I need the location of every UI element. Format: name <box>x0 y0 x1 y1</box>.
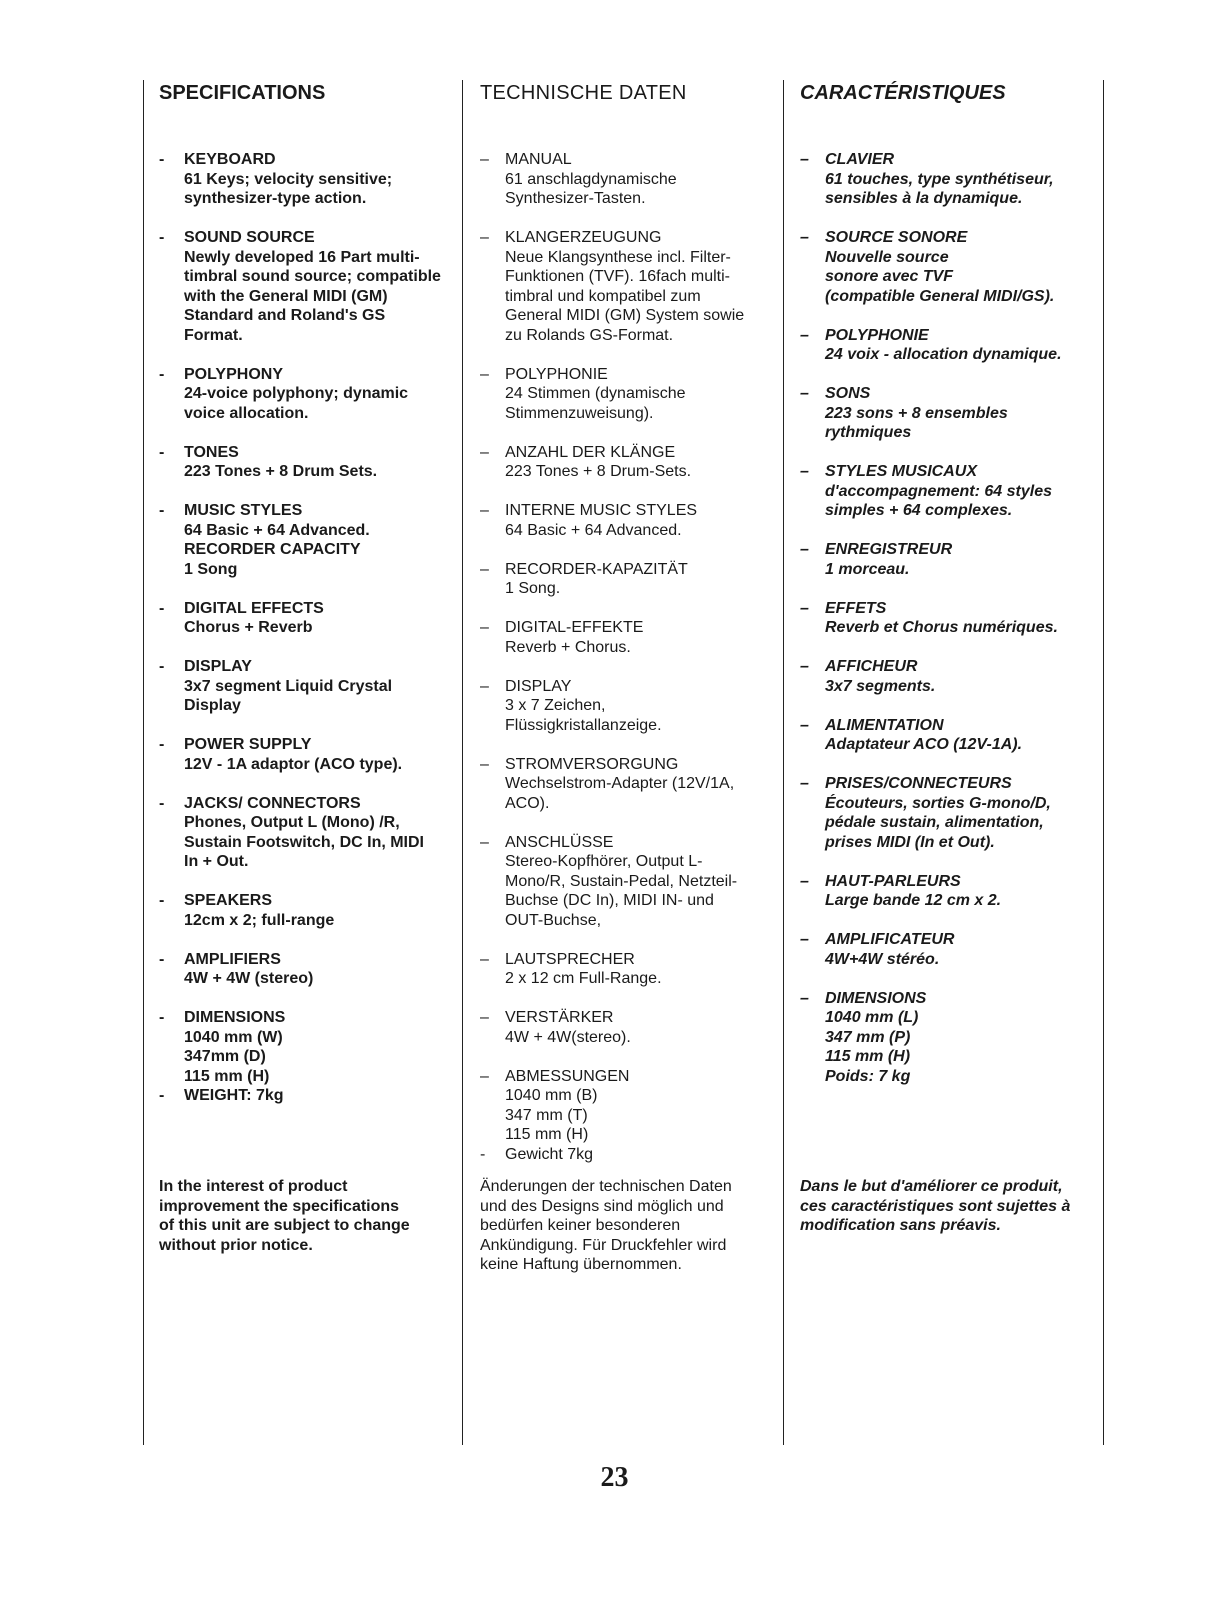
spec-item <box>159 501 451 579</box>
notice-line: ces caractéristiques sont sujettes à <box>800 1197 1071 1215</box>
spec-text-line: ACO). <box>505 794 550 812</box>
spec-text-line: timbral und kompatibel zum <box>505 287 701 305</box>
spec-heading: ALIMENTATION <box>825 716 944 734</box>
spec-text-line: voice allocation. <box>184 404 309 422</box>
column-english <box>159 80 451 1125</box>
spec-text-line: 223 Tones + 8 Drum Sets. <box>184 463 378 480</box>
spec-heading: DIMENSIONS <box>184 1009 286 1026</box>
column-rule-left <box>143 80 144 1445</box>
spec-text-line: d'accompagnement: 64 styles <box>825 482 1052 500</box>
spec-text-line: 1040 mm (B) <box>505 1087 598 1104</box>
column-rule-middle-left <box>462 80 463 1445</box>
bullet-dash: – <box>800 872 809 890</box>
change-notice-english <box>159 1177 410 1255</box>
column-german <box>480 80 772 1184</box>
spec-item <box>159 365 451 424</box>
spec-text-line: 3x7 segment Liquid Crystal <box>184 677 393 695</box>
spec-text-line: 1 Song. <box>505 580 561 597</box>
spec-heading: WEIGHT: 7kg <box>184 1087 284 1104</box>
spec-item <box>480 833 772 931</box>
spec-item <box>159 599 451 638</box>
spec-item <box>480 501 772 540</box>
spec-heading: DIMENSIONS <box>825 989 927 1007</box>
spec-heading: DISPLAY <box>184 658 252 675</box>
spec-text-line: 223 Tones + 8 Drum-Sets. <box>505 463 692 480</box>
spec-text-line: Nouvelle source <box>825 248 949 266</box>
spec-heading: POLYPHONIE <box>505 365 608 383</box>
notice-line: Dans le but d'améliorer ce produit, <box>800 1178 1063 1195</box>
spec-text-line: Standard and Roland's GS <box>184 307 386 324</box>
spec-text-line: Reverb + Chorus. <box>505 638 631 656</box>
bullet-dash: – <box>800 541 809 558</box>
spec-text-line: 347 mm (T) <box>505 1106 588 1124</box>
spec-item <box>800 774 1100 852</box>
spec-text-line: 115 mm (H) <box>184 1067 270 1085</box>
spec-text-line: 1 morceau. <box>825 560 910 578</box>
spec-text-line: Poids: 7 kg <box>825 1067 911 1085</box>
spec-item <box>800 326 1100 365</box>
spec-item <box>800 599 1100 638</box>
spec-text-line: 115 mm (H) <box>825 1048 911 1065</box>
spec-item <box>800 462 1100 521</box>
spec-item <box>480 228 772 345</box>
spec-item <box>159 443 451 482</box>
bullet-dash: - <box>159 365 165 383</box>
spec-item <box>159 1008 451 1086</box>
spec-text-line: RECORDER CAPACITY <box>184 541 361 558</box>
spec-text-line: 1040 mm (W) <box>184 1028 283 1046</box>
bullet-dash: – <box>480 560 489 578</box>
spec-heading: KLANGERZEUGUNG <box>505 229 662 246</box>
bullet-dash: – <box>480 1009 489 1026</box>
spec-text-line: Buchse (DC In), MIDI IN- und <box>505 892 714 909</box>
spec-item <box>480 1008 772 1047</box>
spec-text-line: 24-voice polyphony; dynamic <box>184 385 409 402</box>
bullet-dash: – <box>800 326 809 344</box>
spec-heading: POLYPHONY <box>184 365 283 383</box>
spec-heading: STYLES MUSICAUX <box>825 463 978 480</box>
bullet-dash: – <box>800 989 809 1007</box>
spec-item <box>800 657 1100 696</box>
notice-line: Änderungen der technischen Daten <box>480 1178 732 1195</box>
spec-item <box>159 891 451 930</box>
notice-line: of this unit are subject to change <box>159 1217 410 1234</box>
spec-text-line: zu Rolands GS-Format. <box>505 326 674 344</box>
spec-item <box>159 657 451 716</box>
bullet-dash: - <box>159 794 165 812</box>
notice-line: without prior notice. <box>159 1236 313 1254</box>
spec-text-line: 4W + 4W (stereo) <box>184 970 314 987</box>
notice-line: In the interest of product <box>159 1178 348 1195</box>
spec-text-line: 64 Basic + 64 Advanced. <box>505 521 682 539</box>
spec-text-line: (compatible General MIDI/GS). <box>825 287 1055 305</box>
bullet-dash: – <box>800 151 809 168</box>
spec-heading: VERSTÄRKER <box>505 1009 614 1026</box>
spec-heading: POLYPHONIE <box>825 326 929 344</box>
spec-item <box>800 989 1100 1087</box>
spec-heading: SOUND SOURCE <box>184 229 315 246</box>
bullet-dash: – <box>480 677 489 695</box>
spec-heading: AMPLIFIERS <box>184 950 281 968</box>
spec-heading: ANSCHLÜSSE <box>505 833 614 851</box>
spec-item <box>800 930 1100 969</box>
spec-text-line: Reverb et Chorus numériques. <box>825 619 1058 636</box>
spec-text-line: Chorus + Reverb <box>184 619 313 636</box>
spec-text-line: 12cm x 2; full-range <box>184 911 335 929</box>
spec-heading: MANUAL <box>505 151 572 168</box>
spec-item <box>480 1067 772 1145</box>
bullet-dash: - <box>159 658 165 675</box>
bullet-dash: – <box>480 443 489 461</box>
notice-line: und des Designs sind möglich und <box>480 1197 724 1215</box>
spec-text-line: 4W+4W stéréo. <box>825 950 940 968</box>
spec-list <box>480 150 772 1164</box>
spec-item <box>800 150 1100 209</box>
spec-heading: ABMESSUNGEN <box>505 1067 630 1085</box>
spec-text-line: OUT-Buchse, <box>505 911 602 929</box>
column-french <box>800 80 1100 1106</box>
bullet-dash: – <box>800 463 809 480</box>
spec-heading: EFFETS <box>825 599 887 617</box>
bullet-dash: – <box>800 775 809 792</box>
spec-heading: INTERNE MUSIC STYLES <box>505 502 698 519</box>
spec-text-line: Synthesizer-Tasten. <box>505 190 646 207</box>
spec-text-line: 64 Basic + 64 Advanced. <box>184 521 370 539</box>
spec-heading: PRISES/CONNECTEURS <box>825 775 1012 792</box>
spec-text-line: 223 sons + 8 ensembles <box>825 404 1008 422</box>
spec-item <box>480 150 772 209</box>
spec-item <box>480 560 772 599</box>
spec-text-line: 1040 mm (L) <box>825 1009 919 1026</box>
spec-heading: DIGITAL-EFFEKTE <box>505 619 644 636</box>
spec-text-line: timbral sound source; compatible <box>184 268 441 285</box>
bullet-dash: – <box>800 716 809 734</box>
spec-item <box>480 755 772 814</box>
bullet-dash: – <box>480 229 489 246</box>
spec-heading: POWER SUPPLY <box>184 736 312 753</box>
spec-text-line: 61 anschlagdynamische <box>505 170 677 188</box>
spec-item <box>480 677 772 736</box>
spec-text-line: Display <box>184 697 241 714</box>
spec-heading: Gewicht 7kg <box>505 1145 594 1163</box>
spec-heading: JACKS/ CONNECTORS <box>184 794 361 812</box>
change-notice-german <box>480 1177 732 1275</box>
bullet-dash: - <box>159 1087 165 1104</box>
spec-text-line: simples + 64 complexes. <box>825 502 1013 519</box>
spec-item <box>159 1086 451 1106</box>
bullet-dash: – <box>480 950 489 968</box>
bullet-dash: - <box>159 892 165 909</box>
spec-heading: CLAVIER <box>825 151 895 168</box>
spec-heading: HAUT-PARLEURS <box>825 872 961 890</box>
spec-heading: MUSIC STYLES <box>184 502 303 519</box>
bullet-dash: – <box>480 151 489 168</box>
column-title: CARACTÉRISTIQUES <box>800 82 1006 104</box>
spec-heading: SOURCE SONORE <box>825 229 968 246</box>
bullet-dash: – <box>800 658 809 675</box>
column-rule-middle-right <box>783 80 784 1445</box>
notice-line: improvement the specifications <box>159 1197 400 1215</box>
spec-heading: DISPLAY <box>505 677 572 695</box>
bullet-dash: - <box>159 599 165 617</box>
spec-item <box>800 872 1100 911</box>
spec-heading: DIGITAL EFFECTS <box>184 599 324 617</box>
spec-heading: RECORDER-KAPAZITÄT <box>505 560 688 578</box>
notice-line: Ankündigung. Für Druckfehler wird <box>480 1236 727 1254</box>
spec-text-line: Format. <box>184 326 243 344</box>
bullet-dash: - <box>159 1009 165 1026</box>
spec-text-line: Neue Klangsynthese incl. Filter- <box>505 248 731 266</box>
spec-item <box>480 618 772 657</box>
bullet-dash: – <box>480 365 489 383</box>
spec-text-line: Wechselstrom-Adapter (12V/1A, <box>505 775 735 792</box>
spec-heading: SPEAKERS <box>184 892 273 909</box>
spec-text-line: Écouteurs, sorties G-mono/D, <box>825 794 1051 812</box>
spec-heading: ANZAHL DER KLÄNGE <box>505 443 676 461</box>
spec-item <box>159 735 451 774</box>
page-number: 23 <box>600 1462 629 1493</box>
spec-text-line: 61 touches, type synthétiseur, <box>825 170 1054 188</box>
spec-text-line: 115 mm (H) <box>505 1126 589 1143</box>
spec-list <box>159 150 451 1106</box>
spec-item <box>159 950 451 989</box>
notice-line: keine Haftung übernommen. <box>480 1256 682 1273</box>
bullet-dash: – <box>480 619 489 636</box>
bullet-dash: – <box>480 1067 489 1085</box>
bullet-dash: – <box>480 755 489 773</box>
bullet-dash: – <box>480 502 489 519</box>
bullet-dash: - <box>159 950 165 968</box>
spec-item <box>159 794 451 872</box>
spec-item <box>800 716 1100 755</box>
spec-item <box>480 443 772 482</box>
bullet-dash: - <box>159 443 165 461</box>
spec-text-line: pédale sustain, alimentation, <box>825 814 1044 831</box>
spec-heading: SONS <box>825 385 871 402</box>
spec-heading: KEYBOARD <box>184 151 276 168</box>
spec-text-line: sonore avec TVF <box>825 268 954 285</box>
spec-text-line: 3 x 7 Zeichen, <box>505 697 606 714</box>
spec-heading: AFFICHEUR <box>825 658 918 675</box>
bullet-dash: - <box>159 736 165 753</box>
spec-text-line: 61 Keys; velocity sensitive; <box>184 170 393 188</box>
spec-item <box>480 950 772 989</box>
spec-text-line: sensibles à la dynamique. <box>825 190 1023 207</box>
spec-text-line: Adaptateur ACO (12V-1A). <box>825 736 1023 753</box>
spec-text-line: Stereo-Kopfhörer, Output L- <box>505 853 703 870</box>
bullet-dash: – <box>800 931 809 948</box>
notice-line: bedürfen keiner besonderen <box>480 1217 681 1234</box>
spec-text-line: Flüssigkristallanzeige. <box>505 716 662 734</box>
change-notice-french <box>800 1177 1070 1236</box>
bullet-dash: – <box>800 385 809 402</box>
spec-item <box>159 228 451 345</box>
spec-item <box>480 365 772 424</box>
spec-text-line: 24 voix - allocation dynamique. <box>825 346 1062 363</box>
spec-text-line: Sustain Footswitch, DC In, MIDI <box>184 833 424 851</box>
bullet-dash: – <box>480 833 489 851</box>
bullet-dash: - <box>159 229 165 246</box>
column-title: TECHNISCHE DATEN <box>480 82 687 104</box>
spec-text-line: Large bande 12 cm x 2. <box>825 892 1002 909</box>
spec-text-line: prises MIDI (In et Out). <box>825 833 995 851</box>
bullet-dash: – <box>800 229 809 246</box>
spec-text-line: 12V - 1A adaptor (ACO type). <box>184 755 403 773</box>
spec-text-line: Funktionen (TVF). 16fach multi- <box>505 268 730 285</box>
spec-text-line: Phones, Output L (Mono) /R, <box>184 814 400 831</box>
bullet-dash: - <box>480 1145 486 1163</box>
spec-text-line: with the General MIDI (GM) <box>184 287 388 305</box>
spec-heading: LAUTSPRECHER <box>505 950 635 968</box>
spec-item <box>800 384 1100 443</box>
spec-text-line: 1 Song <box>184 560 238 578</box>
spec-text-line: Newly developed 16 Part multi- <box>184 248 420 266</box>
notice-line: modification sans préavis. <box>800 1217 1001 1234</box>
spec-item <box>480 1145 772 1165</box>
spec-text-line: Mono/R, Sustain-Pedal, Netzteil- <box>505 872 738 890</box>
spec-heading: TONES <box>184 443 239 461</box>
spec-heading: STROMVERSORGUNG <box>505 755 679 773</box>
spec-text-line: 347 mm (P) <box>825 1028 911 1046</box>
bullet-dash: - <box>159 502 165 519</box>
spec-text-line: 3x7 segments. <box>825 677 936 695</box>
spec-item <box>800 228 1100 306</box>
spec-text-line: 4W + 4W(stereo). <box>505 1028 631 1046</box>
spec-text-line: In + Out. <box>184 853 249 870</box>
spec-item <box>159 150 451 209</box>
spec-heading: ENREGISTREUR <box>825 541 953 558</box>
column-title: SPECIFICATIONS <box>159 82 326 104</box>
spec-list <box>800 150 1100 1086</box>
bullet-dash: – <box>800 599 809 617</box>
spec-text-line: synthesizer-type action. <box>184 190 367 207</box>
spec-item <box>800 540 1100 579</box>
spec-text-line: 2 x 12 cm Full-Range. <box>505 970 662 987</box>
spec-heading: AMPLIFICATEUR <box>825 931 955 948</box>
bullet-dash: - <box>159 151 165 168</box>
spec-text-line: 347mm (D) <box>184 1048 266 1065</box>
spec-text-line: rythmiques <box>825 424 912 441</box>
spec-text-line: 24 Stimmen (dynamische <box>505 385 686 402</box>
spec-text-line: Stimmenzuweisung). <box>505 404 654 422</box>
spec-text-line: General MIDI (GM) System sowie <box>505 307 745 324</box>
column-rule-right <box>1103 80 1104 1445</box>
